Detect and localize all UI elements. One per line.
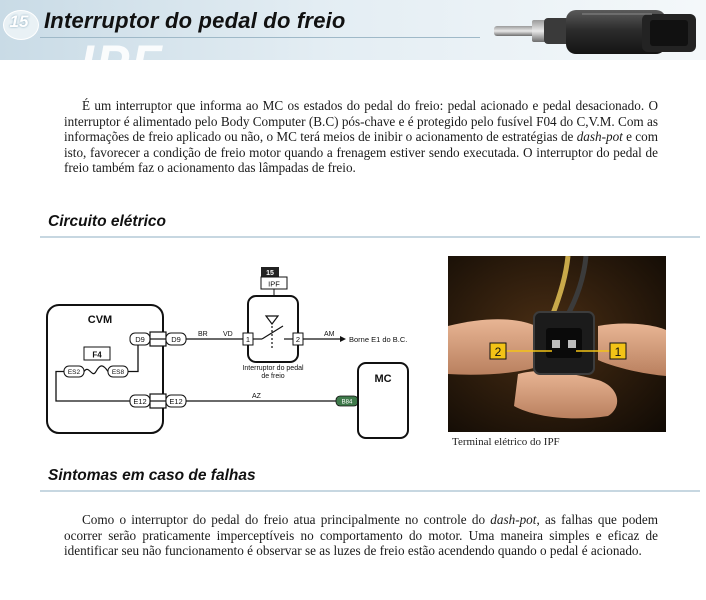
switch-pin-2: 2 (295, 335, 301, 344)
intro-dash-pot: dash-pot (576, 129, 623, 145)
borne-label: Borne E1 do B.C. (349, 335, 408, 344)
wire-am-label: AM (324, 331, 335, 338)
wire-br-label: BR (198, 331, 208, 338)
symptoms-text-2: , as falhas que podem ocorrer serão praticamente imperceptíveis no comportamento do motor. Uma maneira simples e eficaz de identificar seu não funcionamento é observar se as luzes de freio estão acendendo quando o pedal é acionado. (64, 512, 658, 559)
fuse-pin-right-label: ES8 (111, 369, 125, 376)
section-divider-symptoms (40, 490, 700, 492)
conn-e12-left-label: E12 (133, 397, 147, 406)
symptoms-dash-pot: dash-pot (490, 512, 537, 527)
photo-label-1: 1 (614, 345, 622, 359)
switch-pin-1: 1 (245, 335, 251, 344)
conn-e12-right-label: E12 (169, 397, 183, 406)
symptoms-paragraph (64, 512, 658, 559)
section-number: 15 (9, 12, 29, 31)
page-title: Interruptor do pedal do freio (44, 8, 346, 33)
section-title-circuit: Circuito elétrico (48, 213, 166, 230)
intro-text-1: É um interruptor que informa ao MC os estados do pedal do freio: pedal acionado e pedal desacionado. O interruptor é alimentado pelo Body Computer (B.C) pós-chave e é protegido pelo fusível F04 do C,V.M. Com as informações de freio aplicado ou não, o MC terá meios de inibir o acionamento de estratégias de (64, 98, 658, 145)
header-band (0, 0, 706, 91)
wiring-diagram (40, 260, 440, 450)
cvm-label: CVM (87, 314, 113, 326)
mc-pin-label: B84 (341, 399, 353, 406)
wire-vd-label: VD (223, 331, 233, 338)
wire-am-arrow (340, 336, 346, 342)
intro-paragraph (64, 98, 658, 176)
mc-label: MC (374, 373, 392, 385)
brake-switch-picture (492, 4, 702, 66)
connector-photo (448, 256, 666, 432)
connector-photo-art (448, 256, 666, 432)
switch-caption-1: Interruptor do pedal (242, 365, 304, 372)
watermark-text: IPF (80, 35, 164, 91)
switch-caption-2: de freio (261, 373, 285, 380)
wire-az-label: AZ (252, 393, 261, 400)
intro-text-2: e com isto, favorecer a condição de freio motor quando a frenagem estiver sendo executada. O interruptor do pedal de freio também faz o acionamento das lâmpadas de freio. (64, 129, 658, 176)
ipf-tag-label: IPF (268, 279, 280, 289)
photo-caption: Terminal elétrico do IPF (452, 436, 560, 448)
fuse-pin-left-label: ES2 (67, 369, 81, 376)
conn-d9-left-label: D9 (135, 335, 145, 344)
fuse-label: F4 (92, 350, 102, 360)
section-title-symptoms: Sintomas em caso de falhas (48, 467, 256, 484)
section-divider-circuit (40, 236, 700, 238)
symptoms-text-1: Como o interruptor do pedal do freio atua principalmente no controle do (82, 512, 491, 527)
switch-box (245, 296, 301, 362)
photo-label-2: 2 (494, 345, 502, 359)
conn-d9-right-label: D9 (171, 335, 181, 344)
ipf-tag-number: 15 (266, 270, 274, 277)
